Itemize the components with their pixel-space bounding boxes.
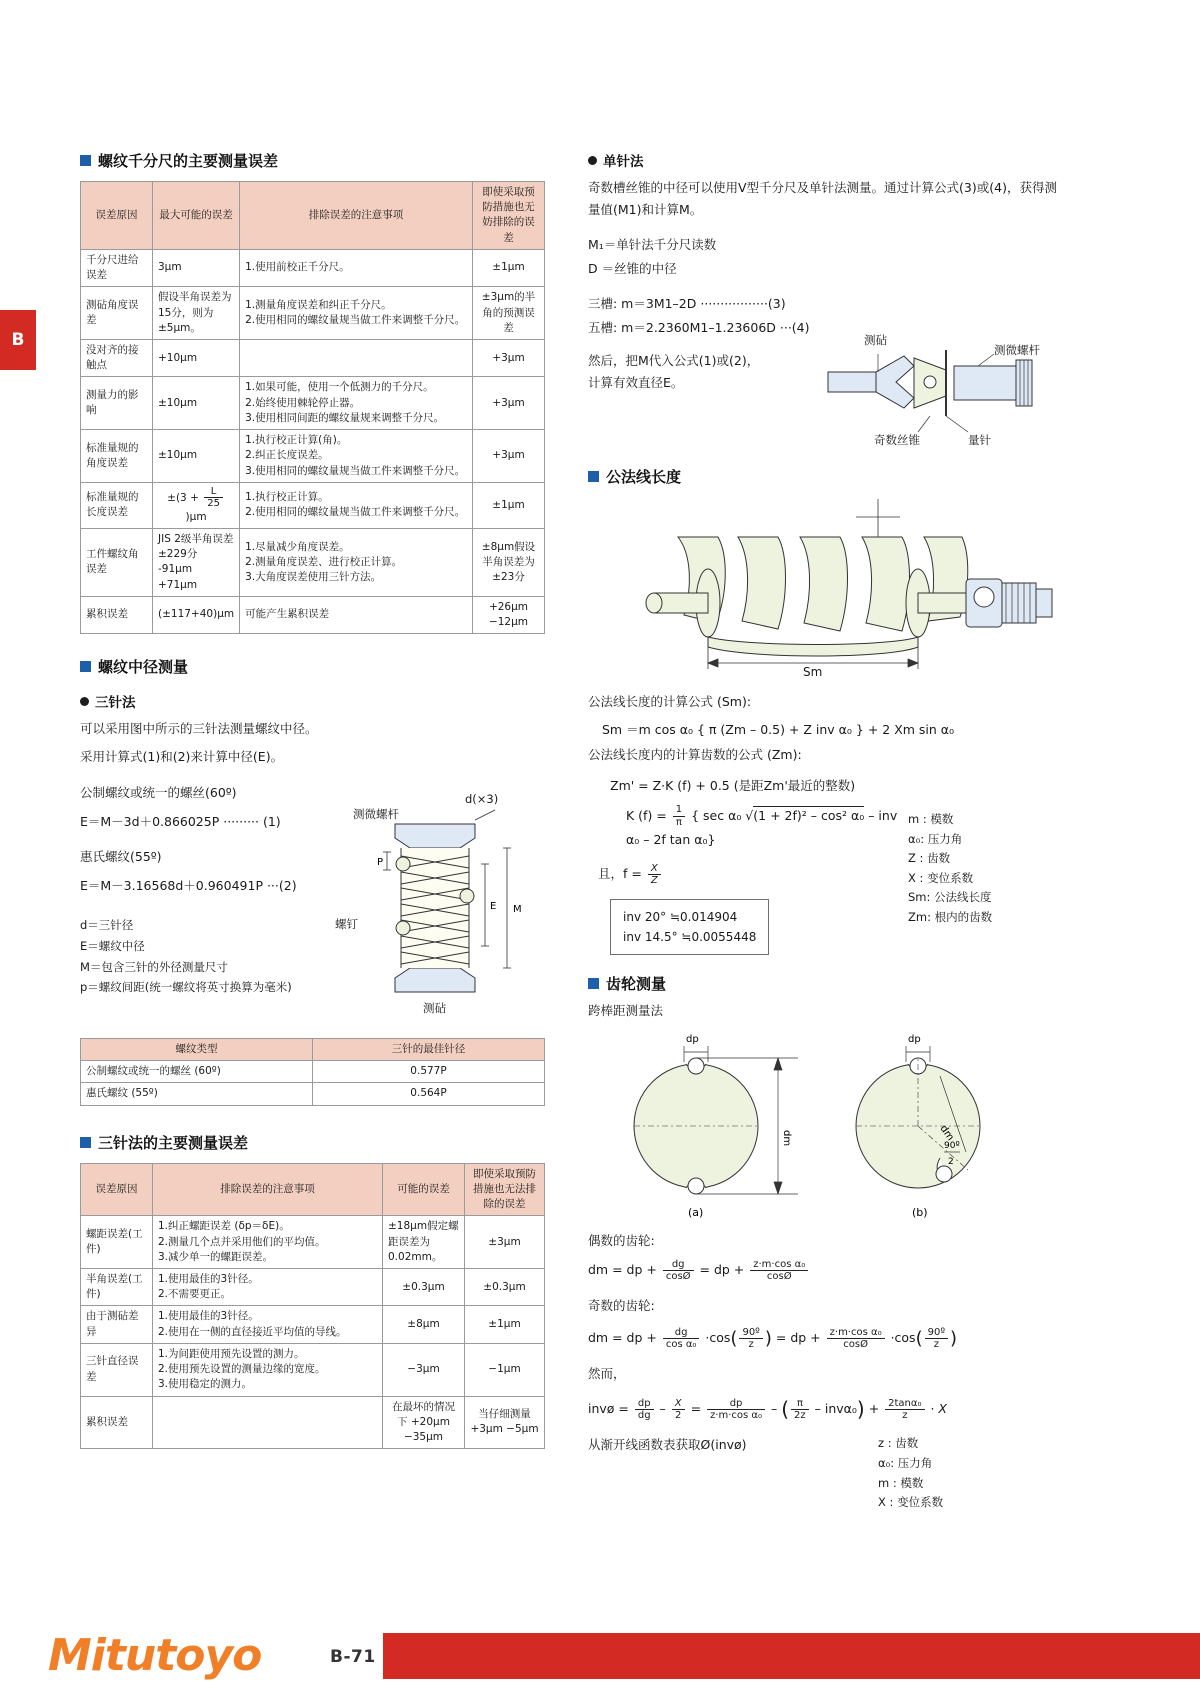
cell-residual: ±3µm的半角的预测误差	[473, 287, 545, 340]
cell-type: 公制螺纹或统一的螺丝 (60º)	[81, 1061, 313, 1083]
svg-text:90º: 90º	[944, 1141, 960, 1152]
cell-notes: 1.执行校正计算。 2.使用相同的螺纹量规当做工件来调整千分尺。	[240, 482, 473, 528]
label-screw: 螺钉	[335, 917, 358, 931]
cell-residual: −1µm	[465, 1343, 545, 1396]
col-possible-error: 可能的误差	[383, 1163, 465, 1216]
table-row	[81, 482, 545, 528]
span-formula-heading: 公法线长度的计算公式 (Sm):	[588, 693, 752, 709]
figure-three-wire-method	[335, 786, 545, 1016]
cell-notes: 1.使用前校正千分尺。	[240, 249, 473, 286]
cell-wire: 0.577P	[313, 1061, 545, 1083]
def-M1: M₁＝单针法千分尺读数	[588, 236, 717, 252]
right-column	[588, 150, 1058, 1510]
cell-cause: 由于测砧差异	[81, 1306, 153, 1343]
cell-notes: 1.测量角度误差和纠正千分尺。 2.使用相同的螺纹量规当做工件来调整千分尺。	[240, 287, 473, 340]
cell-error: ±18µm假定螺距误差为0.02mm。	[383, 1216, 465, 1269]
cell-residual: ±3µm	[465, 1216, 545, 1269]
table-row	[81, 1061, 545, 1083]
paragraph-three-wire-2: 采用计算式(1)和(2)来计算中径(E)。	[80, 749, 284, 765]
cell-notes: 1.纠正螺距误差 (δp＝δE)。 2.测量几个点并采用他们的平均值。 3.减少单一的螺距误差。	[153, 1216, 383, 1269]
table-row	[81, 1343, 545, 1396]
table-thread-micrometer-errors	[80, 181, 545, 634]
col-residual: 即使采取预防措施也无妨排除的误差	[473, 182, 545, 250]
cell-notes: 1.如果可能，使用一个低测力的千分尺。 2.始终使用棘轮停止器。 3.使用相同间距的螺纹量规来调整千分尺。	[240, 377, 473, 430]
label-micro-screw: 测微螺杆	[994, 342, 1040, 357]
heading-three-wire: 三针法	[80, 691, 545, 711]
label-micro-screw: 测微螺杆	[353, 807, 399, 821]
equation-even: dm = dp + $\frac{dg}{\cos Ø}$ = dp + $\frac{\text{z·m·cos α₀}}{\cos Ø}$	[588, 1258, 1058, 1283]
equation-2: E＝M－3.16568d＋0.960491P ···(2)	[80, 877, 297, 893]
paragraph-substitute: 然后，把M代入公式(1)或(2)，	[588, 352, 760, 368]
cell-error: ±0.3µm	[383, 1268, 465, 1305]
heading-span-measurement: 公法线长度	[588, 466, 1058, 487]
cell-residual: ±1µm	[473, 249, 545, 286]
inv-table-note: 从渐开线函数表获取Ø(invø)	[588, 1437, 747, 1453]
equation-3: 三槽: m＝3M1–2D ·················(3)	[588, 296, 786, 312]
equation-1: E＝M－3d＋0.866025P ········· (1)	[80, 813, 281, 829]
odd-gear-heading: 奇数的齿轮:	[588, 1297, 655, 1313]
cell-wire: 0.564P	[313, 1083, 545, 1105]
svg-text:P: P	[377, 857, 384, 868]
cell-max: ±10µm	[153, 430, 240, 483]
col-notes: 排除误差的注意事项	[240, 182, 473, 250]
svg-text:dm: dm	[781, 1130, 792, 1147]
col-residual: 即使采取预防措施也无法排除的误差	[465, 1163, 545, 1216]
cell-max: (±117+40)µm	[153, 596, 240, 633]
table-row	[81, 1396, 545, 1449]
cell-notes: 1.使用最佳的3针径。 2.不需要更正。	[153, 1268, 383, 1305]
heading-three-wire-errors: 三针法的主要测量误差	[80, 1132, 545, 1153]
table-best-wire-size	[80, 1038, 545, 1106]
equation-Zm: Zm' = Z·K (f) + 0.5 (是距Zm'最近的整数)	[610, 778, 856, 793]
cell-residual: +3µm	[473, 339, 545, 376]
table-row	[81, 287, 545, 340]
eq-heading-metric: 公制螺纹或统一的螺丝(60º)	[80, 785, 237, 800]
legend-gear: z : 齿数 α₀: 压力角 m : 模数 X : 变位系数	[878, 1436, 944, 1510]
brand-logo: Mitutoyo	[48, 1630, 262, 1681]
col-cause: 误差原因	[81, 1163, 153, 1216]
paragraph-three-wire-1: 可以采用图中所示的三针法测量螺纹中径。	[80, 721, 318, 737]
label-Sm: Sm	[803, 664, 823, 679]
gear-subheading: 跨棒距测量法	[588, 1003, 664, 1019]
cell-type: 惠氏螺纹 (55º)	[81, 1083, 313, 1105]
cell-cause: 工件螺纹角误差	[81, 528, 153, 596]
cell-cause: 测砧角度误差	[81, 287, 153, 340]
svg-text:2: 2	[948, 1157, 954, 1168]
label-odd-tap: 奇数丝锥	[874, 432, 920, 447]
cell-cause: 测量力的影响	[81, 377, 153, 430]
equation-K: K (f) = $\frac{1}{\pi}$ { sec α₀ √(1 + 2f)² – cos² α₀ – inv α₀ – 2f tan α₀}	[626, 804, 898, 848]
table-row	[81, 1306, 545, 1343]
table-row	[81, 596, 545, 633]
equation-invphi: invø = $\frac{dp}{dg}$ – $\frac{X}{2}$ = $\frac{dp}{\text{z·m·cos α₀}}$ – ( $\frac{\pi}{2z}$ – invα₀) + $\frac{\text{2tanα₀}}{z}$ · X	[588, 1397, 947, 1422]
cell-residual: ±1µm	[465, 1306, 545, 1343]
footer-red-bar	[383, 1633, 1200, 1679]
cell-residual: ±0.3µm	[465, 1268, 545, 1305]
svg-text:dp: dp	[908, 1034, 921, 1046]
table-row	[81, 430, 545, 483]
table-row	[81, 1083, 545, 1105]
col-notes: 排除误差的注意事项	[153, 1163, 383, 1216]
table-row	[81, 377, 545, 430]
zm-formula-heading: 公法线长度内的计算齿数的公式 (Zm):	[588, 747, 802, 763]
cell-max: ±10µm	[153, 377, 240, 430]
cell-cause: 标准量规的角度误差	[81, 430, 153, 483]
cell-error: ±8µm	[383, 1306, 465, 1343]
cell-max: ±(3 + $\frac{L}{25}$ )µm	[153, 482, 240, 528]
cell-max: JIS 2级半角误差±229分 -91µm +71µm	[153, 528, 240, 596]
equation-f: 且，f = $\frac{X}{Z}$	[598, 862, 898, 887]
cell-max: +10µm	[153, 339, 240, 376]
cell-residual: +3µm	[473, 430, 545, 483]
cell-residual: +26µm −12µm	[473, 596, 545, 633]
cell-notes	[153, 1396, 383, 1449]
table-row	[81, 528, 545, 596]
page-footer	[0, 1605, 1200, 1697]
cell-notes: 1.尽量减少角度误差。 2.测量角度误差、进行校正计算。 3.大角度误差使用三针方法。	[240, 528, 473, 596]
cell-residual: ±1µm	[473, 482, 545, 528]
section-tab: B	[0, 310, 36, 370]
inv-value-box: inv 20° ≒0.014904 inv 14.5° ≒0.0055448	[610, 899, 769, 956]
eq-heading-whitworth: 惠氏螺纹(55º)	[80, 848, 162, 864]
cell-notes: 1.为间距使用预先设置的测力。 2.使用预先设置的测量边缘的宽度。 3.使用稳定的测力。	[153, 1343, 383, 1396]
cell-notes	[240, 339, 473, 376]
cell-residual: ±8µm假设半角误差为±23分	[473, 528, 545, 596]
svg-text:(b): (b)	[912, 1206, 928, 1220]
however-text: 然而，	[588, 1365, 626, 1381]
cell-cause: 没对齐的接触点	[81, 339, 153, 376]
col-cause: 误差原因	[81, 182, 153, 250]
heading-gear-measurement: 齿轮测量	[588, 973, 1058, 994]
table-row	[81, 1268, 545, 1305]
svg-text:E: E	[490, 901, 497, 912]
cell-cause: 累积误差	[81, 596, 153, 633]
paragraph-effective-dia: 计算有效直径E。	[588, 374, 684, 390]
cell-notes: 可能产生累积误差	[240, 596, 473, 633]
cell-max: 3µm	[153, 249, 240, 286]
heading-thread-micrometer-errors: 螺纹千分尺的主要测量误差	[80, 150, 545, 171]
svg-text:dm: dm	[937, 1123, 956, 1144]
label-anvil: 测砧	[864, 332, 887, 347]
table-header-row	[81, 1039, 545, 1061]
label-d3: d(×3)	[465, 792, 499, 806]
cell-cause: 三针直径误差	[81, 1343, 153, 1396]
cell-notes: 1.使用最佳的3针径。 2.使用在一侧的直径接近平均值的导线。	[153, 1306, 383, 1343]
col-thread-type: 螺纹类型	[81, 1039, 313, 1061]
table-row	[81, 249, 545, 286]
figure-single-wire-method	[818, 320, 1058, 480]
even-gear-heading: 偶数的齿轮:	[588, 1233, 655, 1249]
table-three-wire-errors	[80, 1163, 545, 1450]
cell-cause: 千分尺进给误差	[81, 249, 153, 286]
col-best-wire: 三针的最佳针径	[313, 1039, 545, 1061]
def-E: E＝螺纹中径	[80, 938, 145, 953]
cell-notes: 1.执行校正计算(角)。 2.纠正长度误差。 3.使用相同的螺纹量规当做工件来调整千分尺。	[240, 430, 473, 483]
equation-4: 五槽: m＝2.2360M1–1.23606D ···(4)	[588, 320, 810, 335]
table-header-row	[81, 1163, 545, 1216]
label-anvil: 测砧	[423, 1001, 446, 1015]
cell-residual: +3µm	[473, 377, 545, 430]
def-M: M＝包含三针的外径测量尺寸	[80, 959, 228, 974]
cell-cause: 半角误差(工件)	[81, 1268, 153, 1305]
table-header-row	[81, 182, 545, 250]
equation-odd: dm = dp + $\frac{dg}{\text{cos α₀}}$ ·cos( $\frac{\text{90º}}{z}$ ) = dp + $\frac{\text{z·m·cos α₀}}{\cos Ø}$ ·cos( $\frac{\text{90º}}{z}$ )	[588, 1326, 958, 1351]
def-d: d＝三针径	[80, 918, 134, 933]
heading-pitch-diameter: 螺纹中径测量	[80, 656, 545, 677]
equation-Sm: Sm ＝m cos α₀ { π (Zm – 0.5) + Z inv α₀ } + 2 Xm sin α₀	[602, 722, 955, 738]
svg-text:M: M	[513, 904, 522, 915]
label-pin: 量针	[968, 432, 991, 447]
cell-error: 在最坏的情况下 +20µm −35µm	[383, 1396, 465, 1449]
cell-residual: 当仔细测量 +3µm −5µm	[465, 1396, 545, 1449]
svg-text:dp: dp	[686, 1034, 699, 1046]
figure-span-measurement	[588, 497, 1058, 687]
def-p: p＝螺纹间距(统一螺纹将英寸换算为毫米)	[80, 980, 292, 995]
cell-cause: 累积误差	[81, 1396, 153, 1449]
cell-cause: 螺距误差(工件)	[81, 1216, 153, 1269]
page-number: B-71	[330, 1647, 376, 1667]
cell-cause: 标准量规的长度误差	[81, 482, 153, 528]
figure-over-pins	[588, 1028, 1058, 1224]
svg-text:(a): (a)	[688, 1206, 704, 1220]
left-column	[80, 150, 545, 1449]
cell-error: −3µm	[383, 1343, 465, 1396]
def-D: D ＝丝锥的中径	[588, 260, 677, 276]
cell-max: 假设半角误差为15分，则为±5µm。	[153, 287, 240, 340]
table-row	[81, 1216, 545, 1269]
col-max-error: 最大可能的误差	[153, 182, 240, 250]
legend-span: m : 模数 α₀: 压力角 Z : 齿数 X : 变位系数 Sm: 公法线长度 Zm: 根内的齿数	[908, 812, 993, 924]
table-row	[81, 339, 545, 376]
paragraph-single-wire: 奇数槽丝锥的中径可以使用V型千分尺及单针法测量。通过计算公式(3)或(4)，获得测量值(M1)和计算M。	[588, 180, 1057, 217]
heading-single-wire: 单针法	[588, 150, 1058, 170]
